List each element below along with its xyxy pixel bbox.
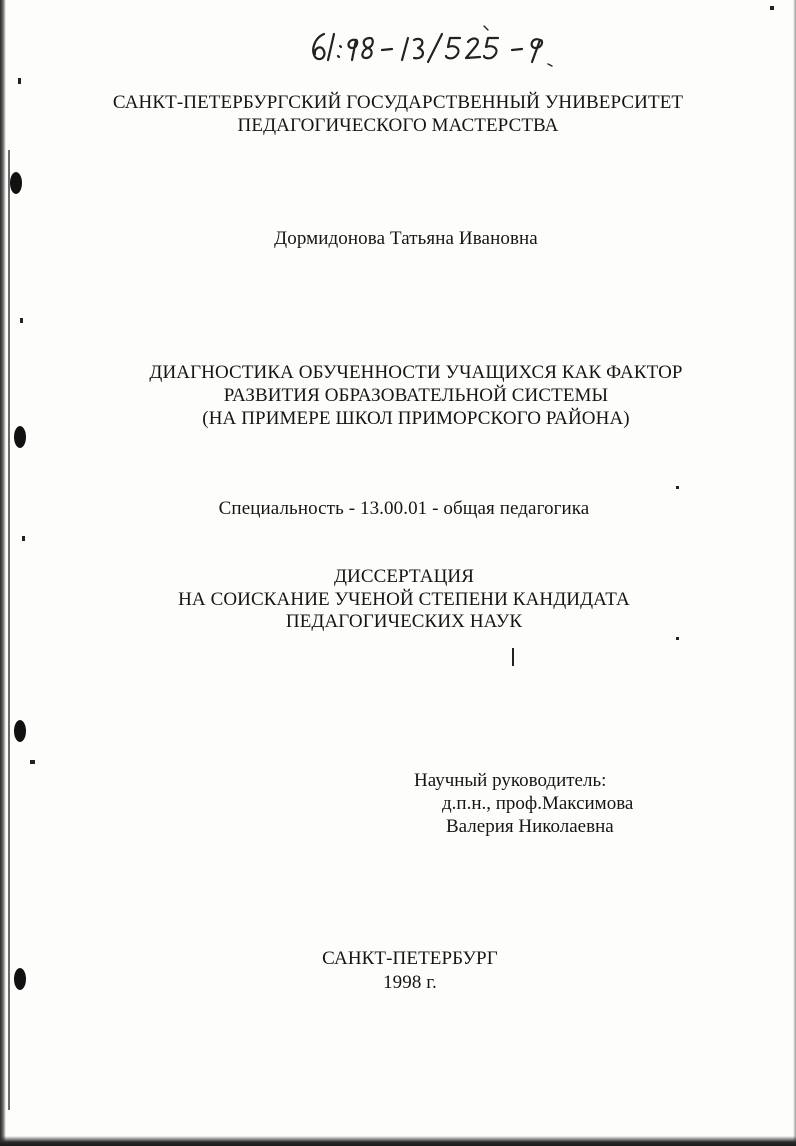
degree-line-2: НА СОИСКАНИЕ УЧЕНОЙ СТЕПЕНИ КАНДИДАТА (178, 589, 630, 610)
scan-speck (676, 637, 679, 640)
scan-speck (20, 318, 23, 323)
binding-hole-icon (14, 720, 26, 742)
supervisor-name: Валерия Николаевна (446, 816, 614, 837)
specialty: Специальность - 13.00.01 - общая педагогика (218, 498, 590, 519)
supervisor-label: Научный руководитель: (414, 770, 607, 791)
scan-speck (770, 6, 774, 10)
degree-line-1: ДИССЕРТАЦИЯ (333, 566, 475, 587)
scan-mark (512, 648, 514, 666)
handwritten-shelfmark (300, 20, 600, 70)
author-name: Дормидонова Татьяна Ивановна (274, 228, 538, 249)
scan-edge-bottom (0, 1136, 796, 1146)
title-line-3: (НА ПРИМЕРЕ ШКОЛ ПРИМОРСКОГО РАЙОНА) (202, 408, 630, 429)
scan-speck (676, 486, 679, 489)
institution-line-2: ПЕДАГОГИЧЕСКОГО МАСТЕРСТВА (237, 115, 559, 136)
scan-speck (30, 760, 35, 764)
scan-speck (18, 78, 21, 84)
institution-line-1: САНКТ-ПЕТЕРБУРГСКИЙ ГОСУДАРСТВЕННЫЙ УНИВЕРСИТЕТ (112, 92, 684, 113)
year: 1998 г. (383, 972, 437, 993)
supervisor-degree: д.п.н., проф.Максимова (442, 793, 634, 814)
city: САНКТ-ПЕТЕРБУРГ (322, 948, 498, 969)
binding-hole-icon (10, 172, 22, 194)
title-line-1: ДИАГНОСТИКА ОБУЧЕННОСТИ УЧАЩИХСЯ КАК ФАКТОР (149, 362, 683, 383)
title-line-2: РАЗВИТИЯ ОБРАЗОВАТЕЛЬНОЙ СИСТЕМЫ (223, 385, 609, 406)
scan-speck (22, 536, 25, 541)
degree-line-3: ПЕДАГОГИЧЕСКИХ НАУК (285, 611, 523, 632)
